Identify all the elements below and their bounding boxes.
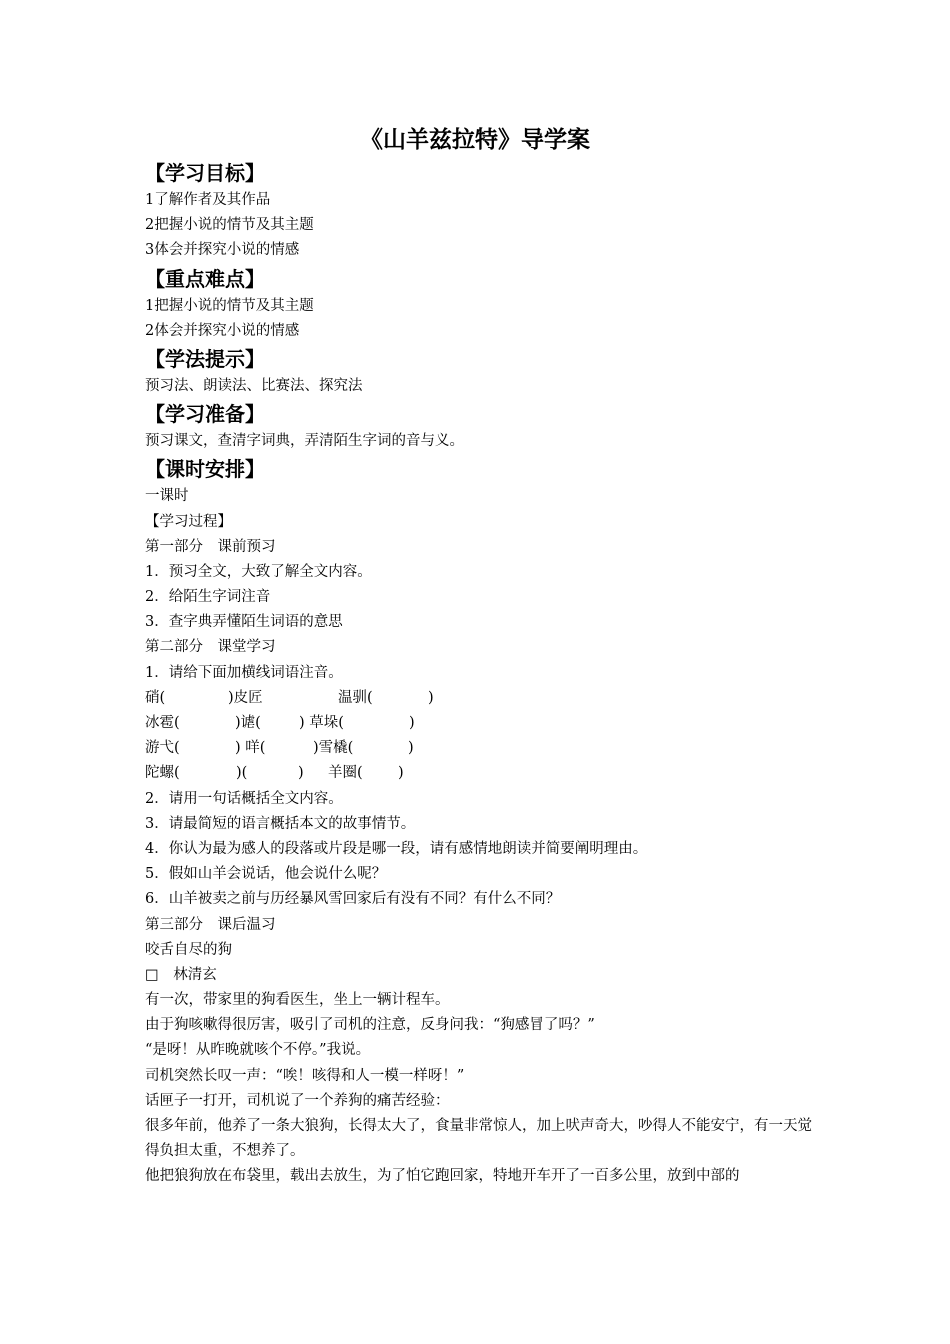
story-paragraph: 有一次，带家里的狗看医生，坐上一辆计程车。 [145,992,450,1009]
pinyin-word: )( [236,765,248,782]
pinyin-word: 游弋( [145,740,180,757]
part1-item: 3．查字典弄懂陌生词语的意思 [145,614,343,631]
pinyin-word: 硝( [145,689,166,706]
goal-item: 3体会并探究小说的情感 [145,242,300,259]
question-1: 1．请给下面加横线词语注音。 [145,664,343,681]
part1-item: 2．给陌生字词注音 [145,589,271,606]
pinyin-word: 羊圈( [328,765,363,782]
pinyin-word: ) [408,740,414,757]
preparation-heading: 【学习准备】 [145,402,265,427]
question: 4．你认为最为感人的段落或片段是哪一段，请有感情地朗读并简要阐明理由。 [145,840,648,857]
schedule-heading: 【课时安排】 [145,457,265,482]
story-paragraph: 很多年前，他养了一条大狼狗，长得太大了，食量非常惊人，加上吠声奇大，吵得人不能安宁，有一天觉得负担太重，不想养了。 [145,1118,812,1160]
goal-item: 2把握小说的情节及其主题 [145,217,314,234]
question: 2．请用一句话概括全文内容。 [145,790,343,807]
method-heading: 【学法提示】 [145,346,265,371]
pinyin-row [145,686,825,711]
document-body [145,158,825,1190]
question: 5．假如山羊会说话，他会说什么呢？ [145,866,387,883]
pinyin-word: ) [398,765,404,782]
page-title: 《山羊兹拉特》导学案 [360,126,590,153]
pinyin-word: )雪橇( [313,740,354,757]
question: 6．山羊被卖之前与历经暴风雪回家后有没有不同？有什么不同？ [145,891,561,908]
story-paragraph: 他把狼狗放在布袋里，载出去放生，为了怕它跑回家，特地开车开了一百多公里，放到中部的 [145,1168,740,1185]
story-author: □ 林清玄 [145,966,217,983]
pinyin-row [145,736,825,761]
pinyin-word: ) [298,765,304,782]
pinyin-word: ) [409,715,415,731]
goals-heading: 【学习目标】 [145,161,265,185]
process-heading: 【学习过程】 [145,513,232,530]
schedule-text: 一课时 [145,488,189,505]
key-item: 1把握小说的情节及其主题 [145,297,314,314]
pinyin-word: 陀螺( [145,765,180,782]
pinyin-word: )皮匠 [228,689,263,706]
pinyin-row [145,711,825,736]
story-paragraph: “是呀！从昨晚就咳个不停。”我说。 [145,1042,371,1059]
pinyin-row [145,761,825,786]
pinyin-word: ) 咩( [235,740,266,757]
goal-item: 1了解作者及其作品 [145,192,271,208]
method-text: 预习法、朗读法、比赛法、探究法 [145,377,363,394]
story-paragraph: 司机突然长叹一声：“唉！咳得和人一模一样呀！” [145,1067,465,1084]
key-points-heading: 【重点难点】 [145,266,265,291]
pinyin-word: ) [428,689,434,706]
key-item: 2体会并探究小说的情感 [145,322,300,339]
part3-heading: 第三部分 课后温习 [145,916,276,933]
pinyin-word: ) 草垛( [299,715,344,731]
part2-heading: 第二部分 课堂学习 [145,639,276,656]
story-paragraph: 话匣子一打开，司机说了一个养狗的痛苦经验： [145,1092,450,1109]
part1-item: 1．预习全文，大致了解全文内容。 [145,563,372,580]
part1-heading: 第一部分 课前预习 [145,538,276,555]
pinyin-word: 冰雹( [145,715,180,731]
pinyin-word: 温驯( [338,689,373,706]
pinyin-word: )谑( [235,715,261,731]
story-paragraph: 由于狗咳嗽得很厉害，吸引了司机的注意，反身问我：“狗感冒了吗？” [145,1017,595,1034]
preparation-text: 预习课文，查清字词典，弄清陌生字词的音与义。 [145,433,464,450]
story-title: 咬舌自尽的狗 [145,941,232,958]
question: 3．请最简短的语言概括本文的故事情节。 [145,815,416,832]
